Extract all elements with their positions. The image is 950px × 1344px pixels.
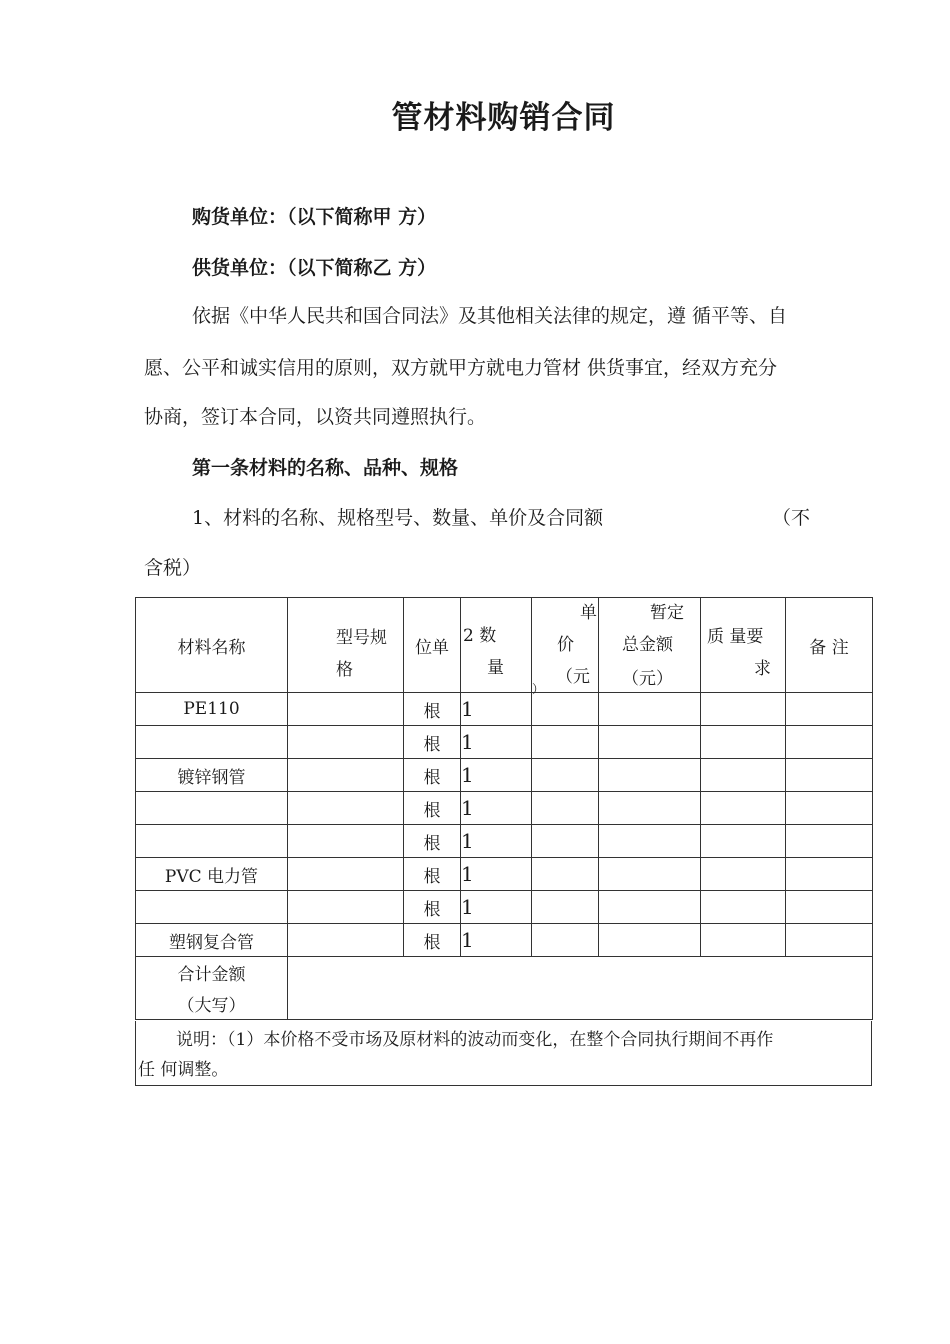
note-line-1: 说明：（1）本价格不受市场及原材料的波动而变化，在整个合同执行期间不再作 [176,1030,774,1050]
cell-model [288,792,404,825]
header-material-name: 材料名称 [136,598,288,693]
item-1-wrap: 含税） [144,557,202,579]
header-model-spec: 型号规 格 [288,598,404,693]
cell-model [288,825,404,858]
cell-remark [786,726,873,759]
cell-unit: 根 [404,693,461,726]
table-row [136,792,873,825]
supplier-line: 供货单位：（以下简称乙 方） [192,257,437,279]
cell-remark [786,693,873,726]
table-row [136,726,873,759]
cell-name: 镀锌钢管 [136,759,288,792]
cell-unit: 根 [404,792,461,825]
table-header-row [136,598,873,693]
cell-model [288,693,404,726]
cell-name: 塑钢复合管 [136,924,288,957]
cell-quantity: 1 [461,792,532,825]
header-remark: 备 注 [786,598,873,693]
cell-quantity: 1 [461,891,532,924]
table-row [136,891,873,924]
cell-quality [701,693,786,726]
cell-model [288,891,404,924]
cell-total [599,825,701,858]
cell-unit: 根 [404,759,461,792]
cell-quantity: 1 [461,825,532,858]
note-box [135,1021,872,1086]
cell-name: PVC 电力管 [136,858,288,891]
cell-model [288,924,404,957]
cell-price [532,759,599,792]
cell-total [599,726,701,759]
article-1-heading: 第一条材料的名称、品种、规格 [192,457,459,479]
cell-total [599,693,701,726]
cell-total [599,759,701,792]
cell-price [532,726,599,759]
cell-unit: 根 [404,858,461,891]
table-row [136,759,873,792]
header-unit-price: 单 价 （元 ） [532,598,599,693]
cell-price [532,792,599,825]
table-row [136,858,873,891]
note-line-2: 任 何调整。 [138,1060,229,1080]
cell-total [599,891,701,924]
cell-remark [786,891,873,924]
cell-model [288,726,404,759]
cell-quality [701,792,786,825]
cell-price [532,858,599,891]
cell-remark [786,825,873,858]
buyer-line: 购货单位：（以下简称甲 方） [192,206,437,228]
cell-remark [786,858,873,891]
cell-unit: 根 [404,891,461,924]
header-quantity: 2 数 量 [461,598,532,693]
item-1-tail: （不 [772,507,811,529]
cell-name [136,726,288,759]
table-row [136,924,873,957]
total-amount-cell [288,957,873,1020]
cell-name [136,825,288,858]
cell-quantity: 1 [461,858,532,891]
cell-price [532,891,599,924]
cell-quality [701,924,786,957]
cell-price [532,693,599,726]
cell-quality [701,825,786,858]
intro-line-2: 愿、公平和诚实信用的原则，双方就甲方就电力管材 供货事宜，经双方充分 [144,357,778,379]
cell-remark [786,759,873,792]
cell-quality [701,726,786,759]
cell-remark [786,792,873,825]
cell-model [288,858,404,891]
materials-table [135,597,873,1020]
cell-unit: 根 [404,924,461,957]
cell-name [136,891,288,924]
cell-name: PE110 [136,693,288,726]
cell-quantity: 1 [461,759,532,792]
table-row [136,825,873,858]
cell-quantity: 1 [461,924,532,957]
cell-quality [701,858,786,891]
document-title: 管材料购销合同 [391,100,616,136]
cell-unit: 根 [404,726,461,759]
cell-quality [701,891,786,924]
cell-total [599,792,701,825]
total-row [136,957,873,1020]
cell-quantity: 1 [461,726,532,759]
header-quality: 质 量要 求 [701,598,786,693]
cell-name [136,792,288,825]
cell-total [599,924,701,957]
item-1-text: 1、材料的名称、规格型号、数量、单价及合同额 [192,507,604,529]
intro-line-1: 依据《中华人民共和国合同法》及其他相关法律的规定，遵 循平等、自 [192,305,788,327]
header-unit: 位单 [404,598,461,693]
header-total-amount: 暂定 总金额 （元） [599,598,701,693]
table-row [136,693,873,726]
cell-price [532,924,599,957]
cell-price [532,825,599,858]
cell-unit: 根 [404,825,461,858]
intro-line-3: 协商，签订本合同，以资共同遵照执行。 [144,406,487,428]
cell-total [599,858,701,891]
total-label: 合计金额 （大写） [136,957,288,1020]
cell-model [288,759,404,792]
cell-quality [701,759,786,792]
cell-remark [786,924,873,957]
cell-quantity: 1 [461,693,532,726]
